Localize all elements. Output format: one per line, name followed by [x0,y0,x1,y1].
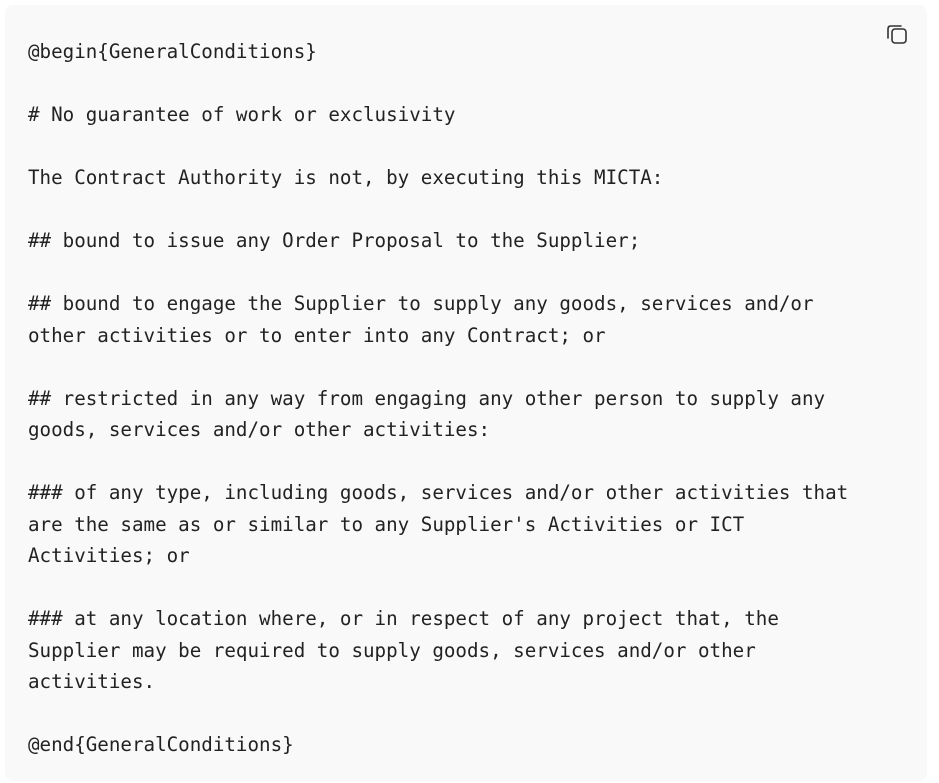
code-line [28,131,848,163]
code-line: ### of any type, including goods, services and/or other activities that [28,481,849,504]
code-line: ## bound to engage the Supplier to supply any goods, services and/or [28,292,814,315]
code-line [28,698,848,730]
code-line: ## restricted in any way from engaging any other person to supply any [28,386,826,410]
code-line [28,257,848,289]
code-line: are the same as or similar to any Supplier's Activities or ICT [28,512,745,536]
code-line [28,351,848,383]
code-text [28,36,848,761]
code-line [28,68,848,100]
code-line: @begin{GeneralConditions} [28,40,317,63]
code-line [28,572,848,604]
code-line: Supplier may be required to supply goods, services and/or other [28,638,756,662]
code-block [5,5,927,781]
code-line [28,446,848,478]
code-line: other activities or to enter into any Contract; or [28,323,606,347]
code-line: goods, services and/or other activities: [28,418,491,441]
copy-button[interactable] [883,20,911,48]
code-line: The Contract Authority is not, by executing this MICTA: [28,166,664,189]
copy-icon [884,21,910,47]
code-line: ## bound to issue any Order Proposal to the Supplier; [28,229,641,252]
code-line: @end{GeneralConditions} [28,733,294,756]
code-line: Activities; or [28,544,190,567]
code-line: ### at any location where, or in respect of any project that, the [28,607,779,630]
code-line: activities. [28,670,156,693]
code-line [28,194,848,226]
code-line: # No guarantee of work or exclusivity [28,103,456,126]
